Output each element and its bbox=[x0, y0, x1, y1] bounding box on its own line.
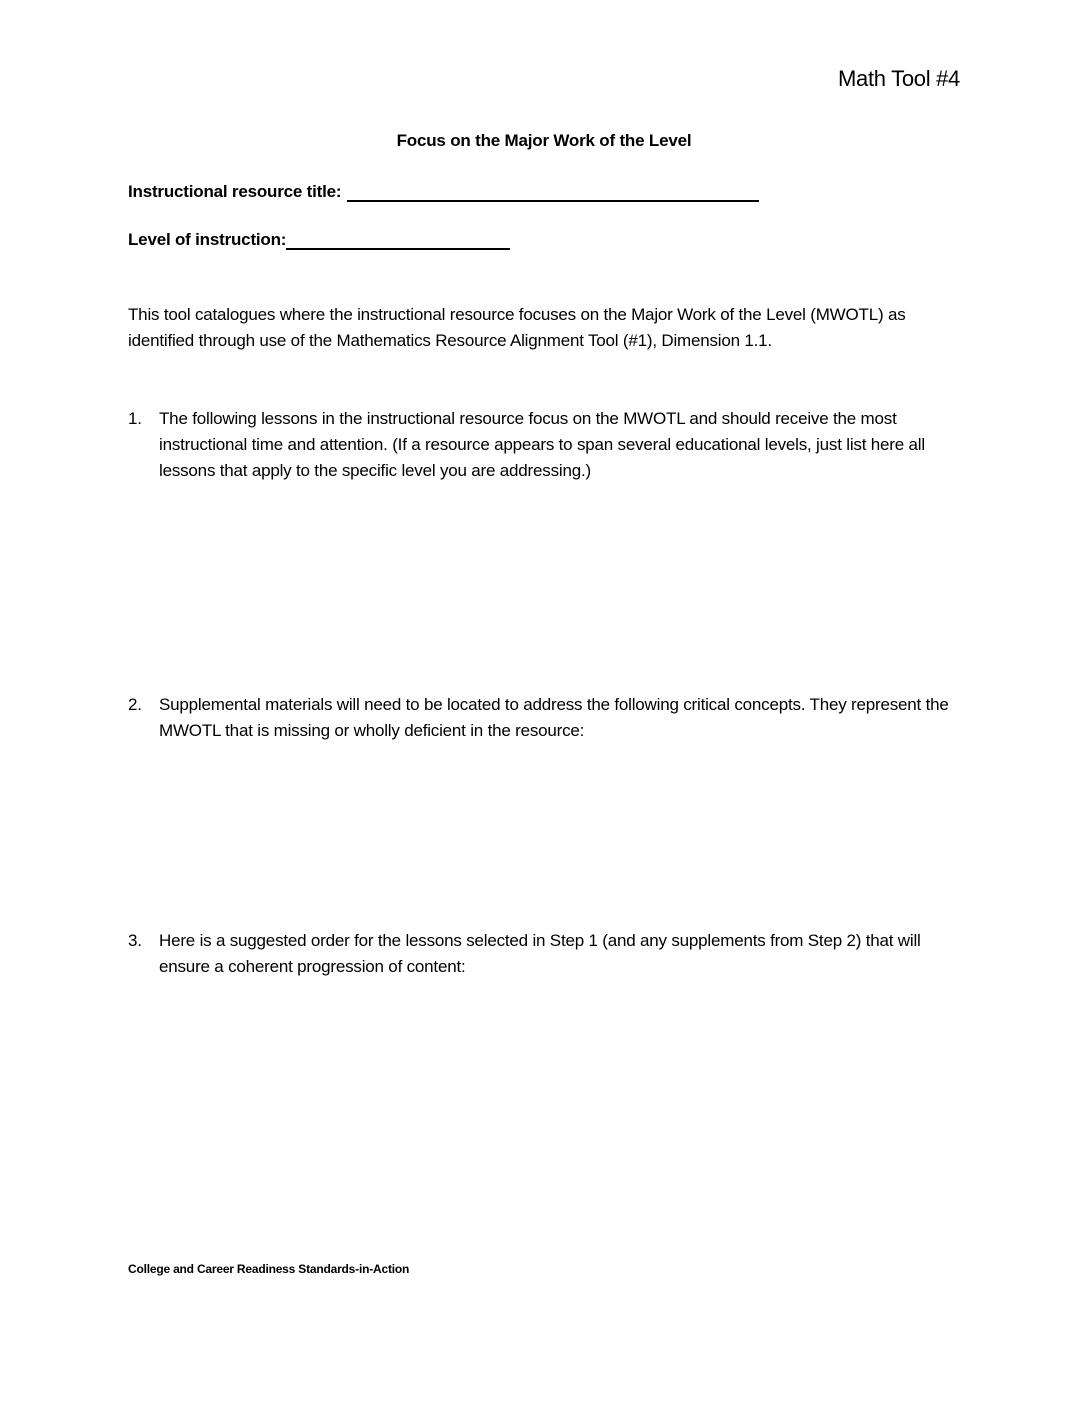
page-title: Focus on the Major Work of the Level bbox=[396, 131, 692, 150]
question-number: 3. bbox=[128, 931, 142, 950]
level-blank[interactable] bbox=[286, 232, 510, 250]
question-3 bbox=[128, 928, 968, 980]
resource-title-label: Instructional resource title: bbox=[128, 182, 342, 201]
question-text: Supplemental materials will need to be located to address the following critical concepts. They represent the MWOTL that is missing or wholly deficient in the resource: bbox=[159, 695, 949, 740]
tool-label: Math Tool #4 bbox=[838, 66, 960, 91]
footer-text: College and Career Readiness Standards-in-Action bbox=[128, 1262, 410, 1276]
question-1 bbox=[128, 406, 968, 484]
question-number: 2. bbox=[128, 695, 142, 714]
resource-title-blank[interactable] bbox=[347, 184, 759, 202]
question-text: Here is a suggested order for the lessons selected in Step 1 (and any supplements from Step 2) that will ensure a coherent progression of content: bbox=[159, 931, 921, 976]
intro-paragraph: This tool catalogues where the instructional resource focuses on the Major Work of the Level (MWOTL) as identified through use of the Mathematics Resource Alignment Tool (#1), Dimension 1.1. bbox=[128, 305, 906, 350]
resource-title-field bbox=[128, 182, 759, 202]
level-field bbox=[128, 230, 510, 250]
question-number: 1. bbox=[128, 409, 142, 428]
question-2 bbox=[128, 692, 968, 744]
question-text: The following lessons in the instructional resource focus on the MWOTL and should receive the most instructional time and attention. (If a resource appears to span several educational levels, just list here all lessons that apply to the specific level you are addressing.) bbox=[159, 409, 925, 480]
level-label: Level of instruction: bbox=[128, 230, 287, 249]
